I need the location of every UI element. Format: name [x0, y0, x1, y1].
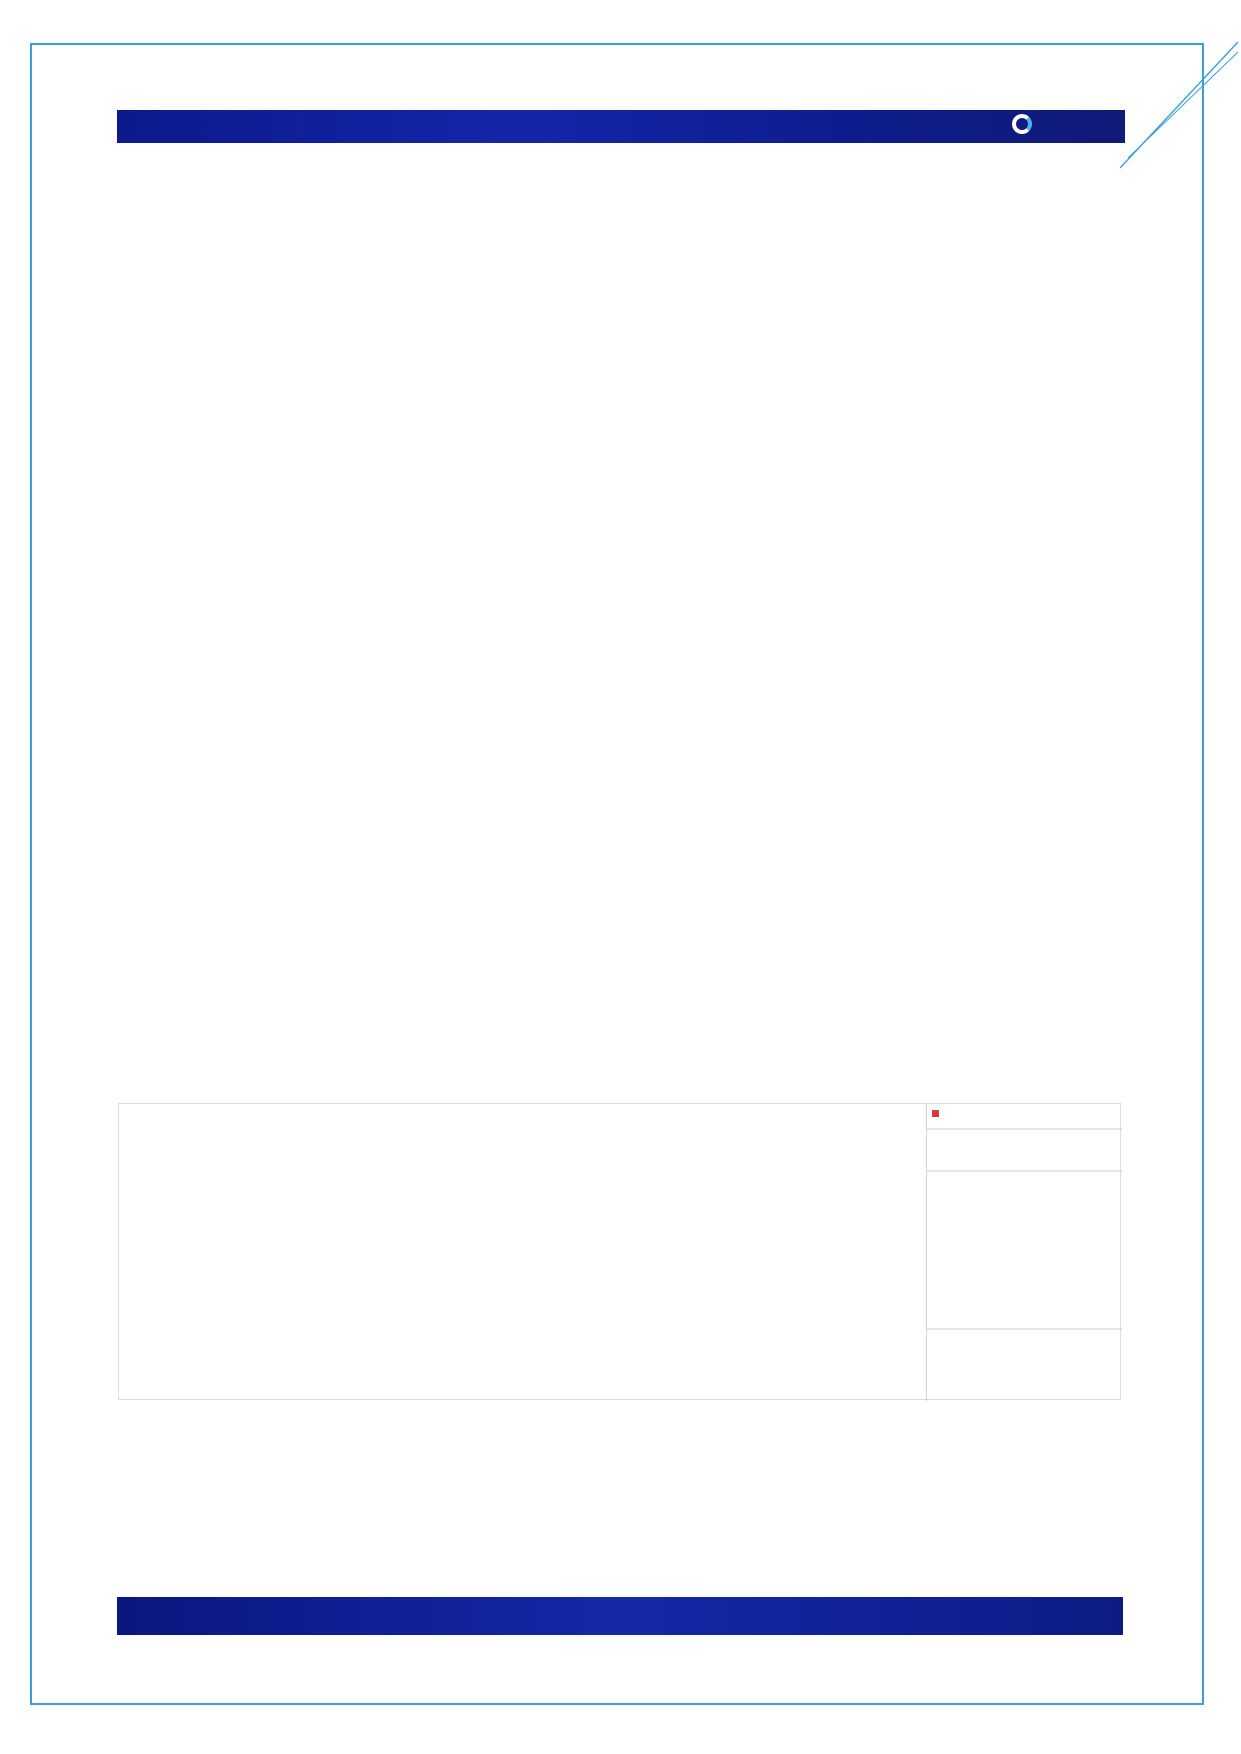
brand-logo — [1012, 114, 1037, 134]
iron-ore-chart — [118, 1103, 1121, 1400]
corner-decoration — [1120, 40, 1240, 170]
brand-circle-icon — [1012, 114, 1032, 134]
quote-panel — [927, 1104, 1122, 1401]
page-frame — [30, 43, 1204, 1705]
header-band — [117, 110, 1125, 143]
candlestick-plot — [119, 1104, 927, 1401]
footer-band — [117, 1597, 1123, 1635]
